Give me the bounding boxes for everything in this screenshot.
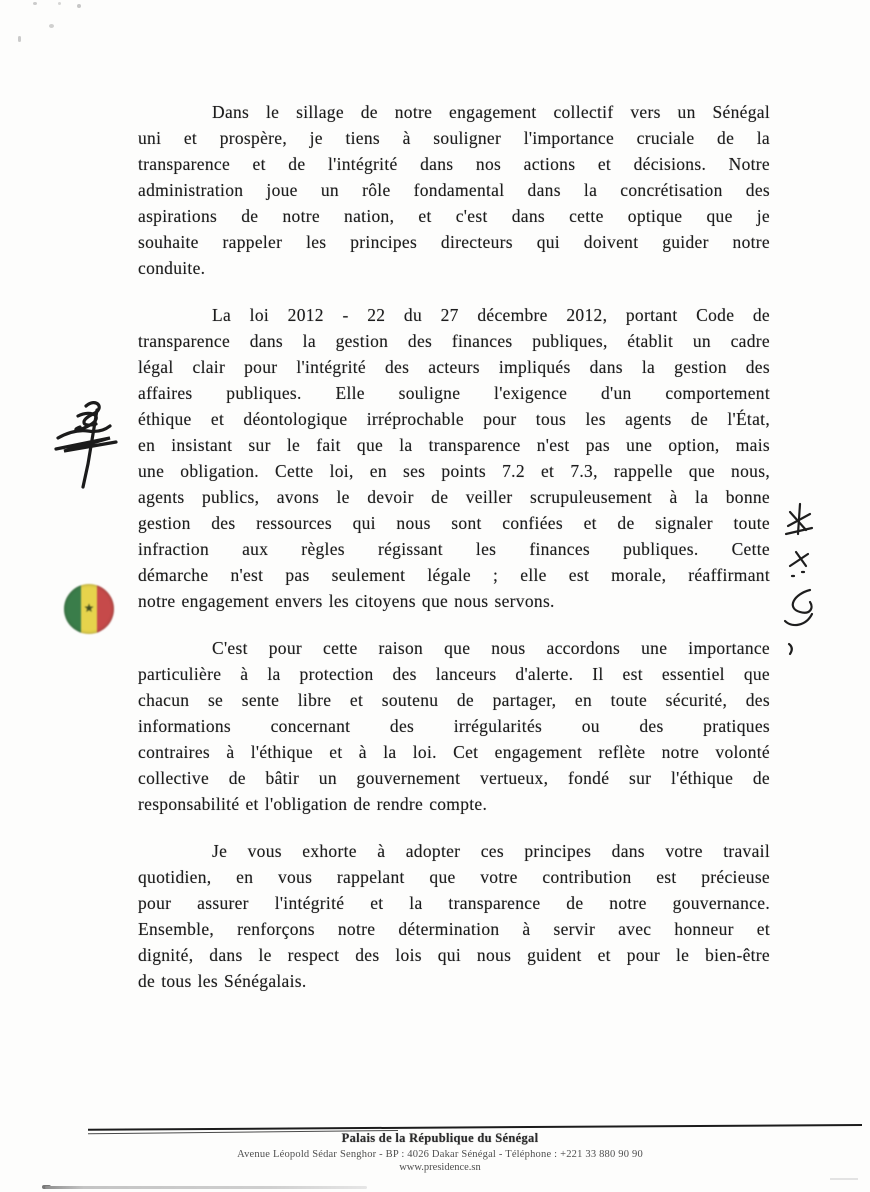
text-line: une obligation. Cette loi, en ses points 7.2 et 7.3, rappelle que nous, xyxy=(138,461,770,481)
text-line: particulière à la protection des lanceurs d'alerte. Il est essentiel que xyxy=(138,664,770,684)
paragraph xyxy=(138,99,770,281)
text-line: chacun se sente libre et soutenu de partager, en toute sécurité, des xyxy=(138,690,770,710)
handwritten-margin-note xyxy=(778,496,820,664)
paragraph xyxy=(138,838,770,994)
scan-speck xyxy=(77,4,81,8)
letter-body xyxy=(138,99,770,1015)
text-line: quotidien, en vous rappelant que votre contribution est précieuse xyxy=(138,867,770,887)
text-line: souhaite rappeler les principes directeurs qui doivent guider notre xyxy=(138,232,770,252)
text-line: aspirations de notre nation, et c'est dans cette optique que je xyxy=(138,206,770,226)
text-line: infraction aux règles régissant les finances publiques. Cette xyxy=(138,539,770,559)
signature-paraph-mark xyxy=(50,394,122,498)
footer-divider-line xyxy=(88,1124,862,1131)
text-line: légal clair pour l'intégrité des acteurs impliqués dans la gestion des xyxy=(138,357,770,377)
scan-speck xyxy=(58,2,61,5)
text-line: C'est pour cette raison que nous accordons une importance xyxy=(212,638,770,658)
footer-address: Avenue Léopold Sédar Senghor - BP : 4026 Dakar Sénégal - Téléphone : +221 33 880 90 90 xyxy=(237,1149,643,1160)
footer-website: www.presidence.sn xyxy=(399,1162,481,1173)
text-line: éthique et déontologique irréprochable pour tous les agents de l'État, xyxy=(138,409,770,429)
text-line: collective de bâtir un gouvernement vertueux, fondé sur l'éthique de xyxy=(138,768,770,788)
text-line: Je vous exhorte à adopter ces principes dans votre travail xyxy=(212,841,770,861)
seal-star-icon: ★ xyxy=(83,601,95,615)
text-line: responsabilité et l'obligation de rendre compte. xyxy=(138,794,488,814)
footer-institution: Palais de la République du Sénégal xyxy=(341,1131,539,1145)
text-line: La loi 2012 - 22 du 27 décembre 2012, portant Code de xyxy=(212,305,770,325)
senegal-flag-seal-icon xyxy=(64,584,114,634)
text-line: contraires à l'éthique et à la loi. Cet engagement reflète notre volonté xyxy=(138,742,770,762)
text-line: gestion des ressources qui nous sont confiées et de signaler toute xyxy=(138,513,770,533)
letterhead-footer xyxy=(40,1131,840,1173)
scan-speck xyxy=(18,36,21,42)
text-line: transparence et de l'intégrité dans nos actions et décisions. Notre xyxy=(138,154,770,174)
text-line: informations concernant des irrégularités ou des pratiques xyxy=(138,716,770,736)
paragraph xyxy=(138,635,770,817)
text-line: Ensemble, renforçons notre détermination à servir avec honneur et xyxy=(138,919,770,939)
text-line: notre engagement envers les citoyens que nous servons. xyxy=(138,591,555,611)
scan-speck xyxy=(33,2,37,5)
text-line: en insistant sur le fait que la transparence n'est pas une option, mais xyxy=(138,435,770,455)
text-line: pour assurer l'intégrité et la transparence de notre gouvernance. xyxy=(138,893,770,913)
text-line: Dans le sillage de notre engagement collectif vers un Sénégal xyxy=(212,102,770,122)
scan-streak xyxy=(45,1186,367,1189)
scan-streak-right xyxy=(830,1178,858,1180)
text-line: administration joue un rôle fondamental dans la concrétisation des xyxy=(138,180,770,200)
text-line: de tous les Sénégalais. xyxy=(138,971,307,991)
text-line: agents publics, avons le devoir de veiller scrupuleusement à la bonne xyxy=(138,487,770,507)
paragraph xyxy=(138,302,770,614)
text-line: démarche n'est pas seulement légale ; elle est morale, réaffirmant xyxy=(138,565,770,585)
text-line: dignité, dans le respect des lois qui nous guident et pour le bien-être xyxy=(138,945,770,965)
text-line: affaires publiques. Elle souligne l'exigence d'un comportement xyxy=(138,383,770,403)
text-line: transparence dans la gestion des finances publiques, établit un cadre xyxy=(138,331,770,351)
scan-speck xyxy=(49,24,54,28)
text-line: uni et prospère, je tiens à souligner l'importance cruciale de la xyxy=(138,128,770,148)
text-line: conduite. xyxy=(138,258,206,278)
